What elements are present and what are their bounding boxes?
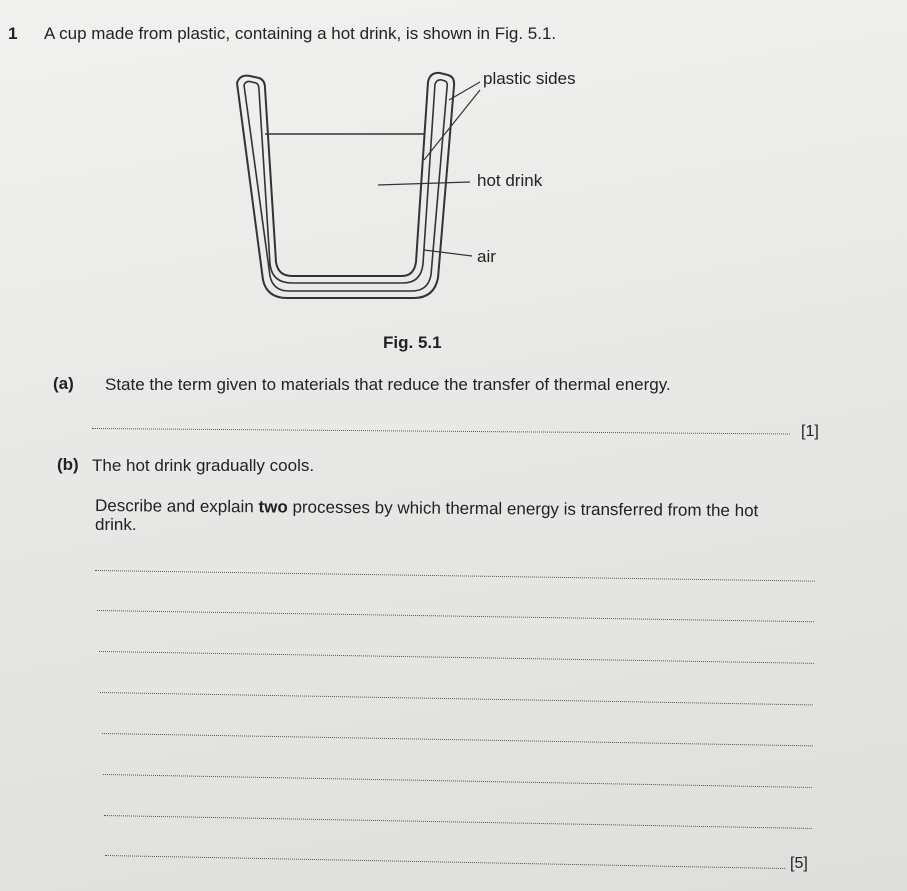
part-b-mark: [5] xyxy=(790,855,808,872)
figure-caption: Fig. 5.1 xyxy=(383,333,442,352)
part-a-text: State the term given to materials that reduce the transfer of thermal energy. xyxy=(105,375,671,394)
part-b-instruction-end: processes by which thermal energy is transferred from the hot xyxy=(287,497,759,521)
part-b-answer-line-2[interactable] xyxy=(97,610,814,622)
part-b-instruction-start: Describe and explain xyxy=(94,496,259,517)
part-b-answer-line-8[interactable] xyxy=(105,855,785,869)
cup-diagram xyxy=(0,0,907,360)
part-b-answer-line-3[interactable] xyxy=(99,651,814,664)
air-leader xyxy=(424,250,472,256)
part-b-instruction-line2: drink. xyxy=(95,515,137,534)
part-b-text: The hot drink gradually cools. xyxy=(92,456,315,475)
part-a-mark: [1] xyxy=(801,423,819,440)
question-stem: A cup made from plastic, containing a hot drink, is shown in Fig. 5.1. xyxy=(44,24,557,43)
part-b-answer-line-7[interactable] xyxy=(104,815,812,829)
hot-drink-leader xyxy=(378,182,470,185)
label-air: air xyxy=(477,247,496,266)
label-plastic-sides: plastic sides xyxy=(483,69,576,88)
part-b-answer-line-4[interactable] xyxy=(100,692,813,705)
part-b-answer-line-1[interactable] xyxy=(95,570,815,582)
part-b-label: (b) xyxy=(57,455,79,474)
part-b-instruction xyxy=(95,496,758,522)
part-b-answer-line-5[interactable] xyxy=(102,733,813,746)
part-a-label: (a) xyxy=(53,374,74,393)
part-a-answer-line[interactable] xyxy=(92,428,790,434)
part-b-answer-line-6[interactable] xyxy=(103,774,812,788)
question-number: 1 xyxy=(8,24,18,43)
label-hot-drink: hot drink xyxy=(477,171,543,190)
part-b-instruction-emphasis: two xyxy=(258,497,288,517)
